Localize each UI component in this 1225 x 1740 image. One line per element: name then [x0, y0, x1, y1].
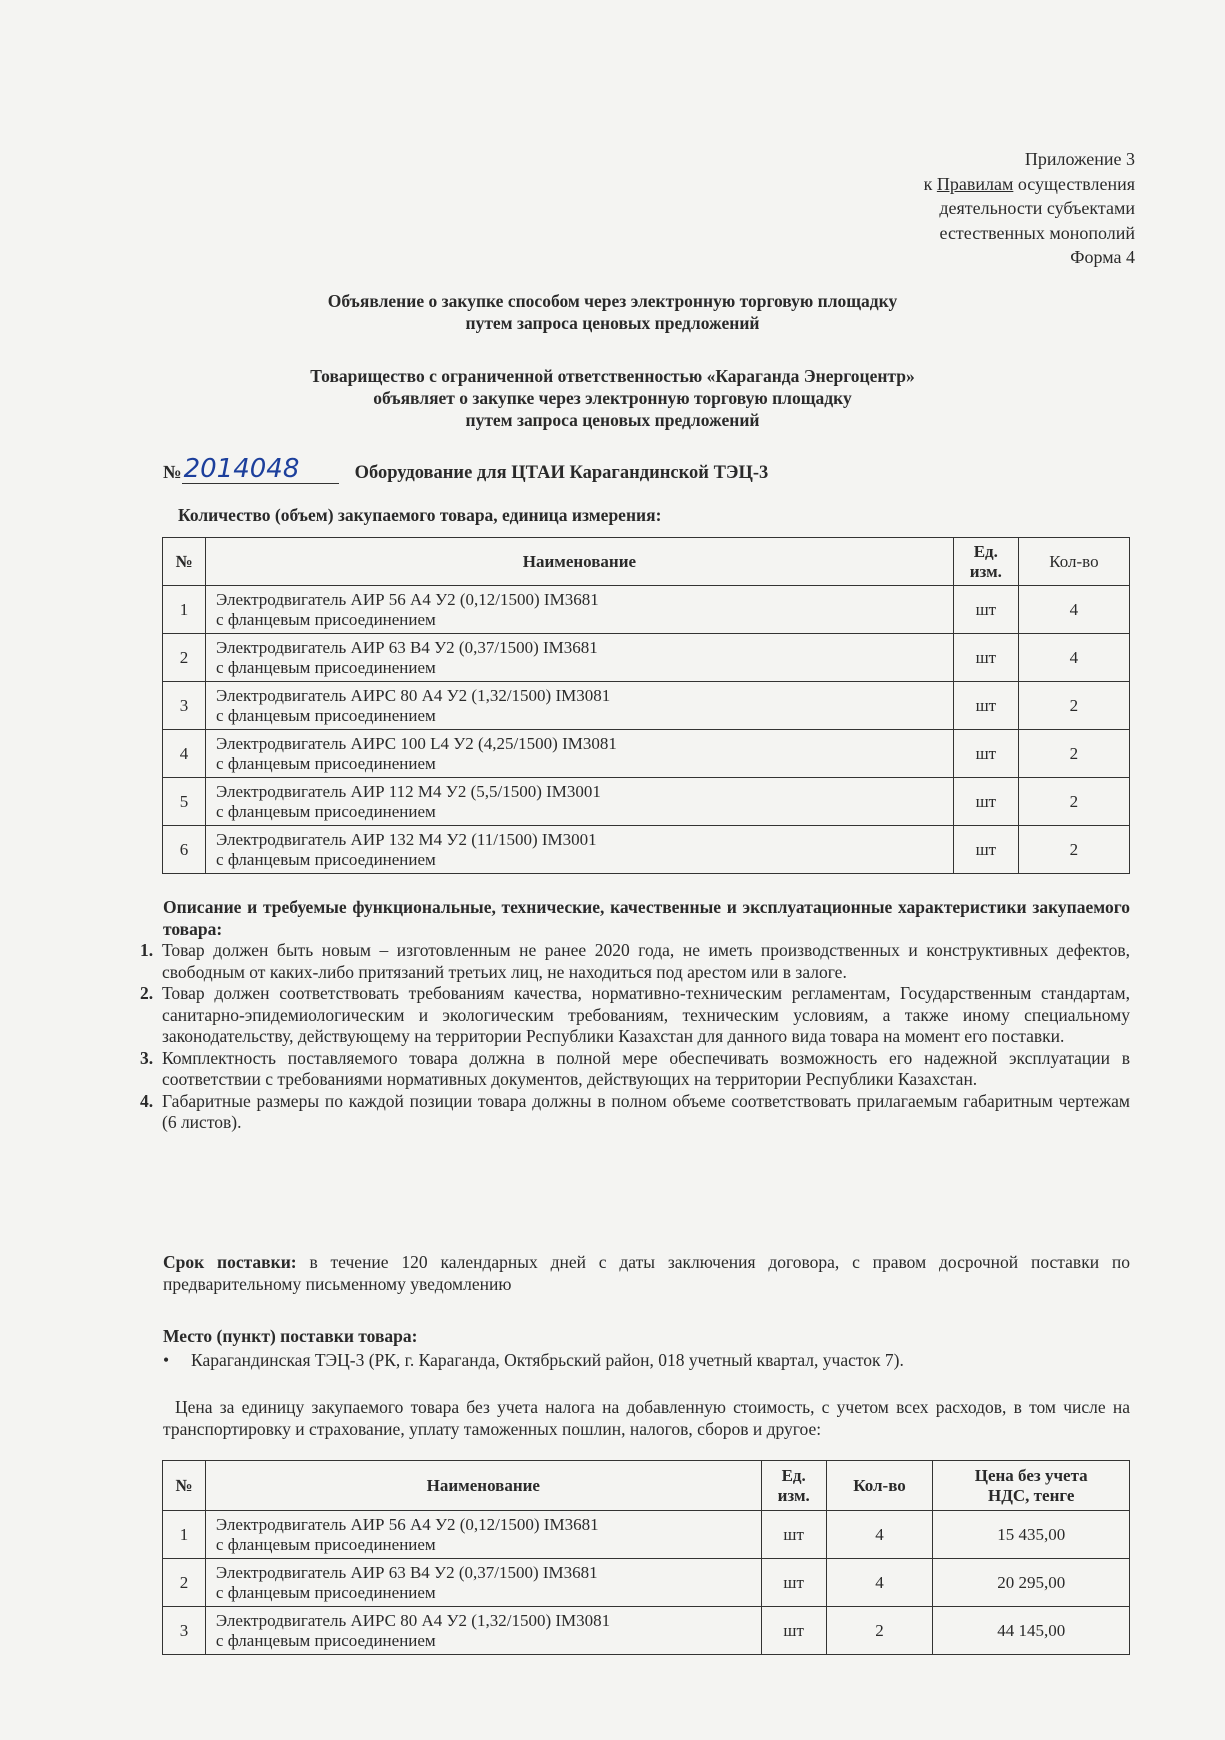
item-name [206, 586, 954, 634]
item-qty: 4 [826, 1511, 933, 1559]
item-name-line: с фланцевым присоединением [215, 1582, 436, 1602]
col-header-unit [761, 1461, 826, 1511]
list-item [140, 1091, 1130, 1134]
delivery-term-label: Срок поставки: [163, 1252, 297, 1272]
item-unit: шт [953, 586, 1018, 634]
col-header-num: № [163, 538, 206, 586]
unit-header-line: Ед. [973, 541, 998, 561]
title-line: Объявление о закупке способом через электронную торговую площадку [327, 291, 898, 311]
appendix-line: естественных монополий [939, 222, 1135, 243]
announcer-line: объявляет о закупке через электронную торговую площадку [373, 388, 852, 408]
item-name-line: Электродвигатель АИР 56 А4 У2 (0,12/1500) IM3681 [215, 1514, 599, 1534]
col-header-num: № [163, 1461, 206, 1511]
item-qty: 4 [826, 1559, 933, 1607]
row-number: 1 [163, 586, 206, 634]
table-row [163, 778, 1130, 826]
list-item-text: Товар должен соответствовать требованиям качества, нормативно-техническим регламентам, Государственным стандартам, санитарно-эпидемиологическим и экологическим требованиям, техническим условиям, а также иному специальному законодательству, действующему на территории Республики Казахстан для данного вида товара на момент его поставки. [162, 983, 1130, 1046]
list-item-number: 3. [140, 1047, 154, 1068]
item-price: 15 435,00 [933, 1511, 1130, 1559]
price-table [162, 1460, 1130, 1655]
item-name-line: Электродвигатель АИР 63 В4 У2 (0,37/1500) IM3681 [215, 1562, 598, 1582]
item-name-line: Электродвигатель АИР 56 А4 У2 (0,12/1500) IM3681 [216, 589, 599, 609]
unit-header-line: изм. [969, 561, 1002, 581]
item-name-line: с фланцевым присоединением [215, 1534, 436, 1554]
item-name [205, 1511, 761, 1559]
col-header-name: Наименование [206, 538, 954, 586]
item-unit: шт [953, 730, 1018, 778]
title-line: путем запроса ценовых предложений [465, 313, 760, 333]
item-name-line: с фланцевым присоединением [216, 609, 436, 629]
item-name-line: Электродвигатель АИР 112 М4 У2 (5,5/1500) IM3001 [216, 781, 601, 801]
item-name-line: Электродвигатель АИР 132 М4 У2 (11/1500) IM3001 [216, 829, 597, 849]
item-name-line: с фланцевым присоединением [216, 753, 436, 773]
table-row [163, 586, 1130, 634]
row-number: 2 [163, 1559, 206, 1607]
unit-header-line: Ед. [781, 1465, 806, 1485]
col-header-qty: Кол-во [826, 1461, 933, 1511]
item-unit: шт [953, 682, 1018, 730]
appendix-line [735, 172, 1135, 197]
list-item [140, 1048, 1130, 1091]
delivery-term [163, 1252, 1130, 1295]
row-number: 3 [163, 682, 206, 730]
item-name-line: Электродвигатель АИРС 100 L4 У2 (4,25/1500) IM3081 [216, 733, 617, 753]
row-number: 1 [163, 1511, 206, 1559]
item-name [206, 826, 954, 874]
col-header-price [933, 1461, 1130, 1511]
list-item-text: Габаритные размеры по каждой позиции товара должны в полном объеме соответствовать прилагаемым габаритным чертежам (6 листов). [162, 1090, 1130, 1132]
item-name-line: с фланцевым присоединением [216, 801, 436, 821]
delivery-place-label: Место (пункт) поставки товара: [163, 1326, 418, 1346]
procurement-number-line [163, 455, 768, 484]
item-unit: шт [761, 1511, 826, 1559]
appendix-prefix: к [923, 173, 937, 194]
procurement-subject: Оборудование для ЦТАИ Карагандинской ТЭЦ-3 [354, 463, 769, 483]
item-name [206, 634, 954, 682]
item-name-line: Электродвигатель АИР 63 В4 У2 (0,37/1500) IM3681 [216, 637, 598, 657]
delivery-term-text: в течение 120 календарных дней с даты заключения договора, с правом досрочной поставки по предварительному письменному уведомлению [163, 1252, 1130, 1294]
col-header-name: Наименование [205, 1461, 761, 1511]
item-price: 44 145,00 [933, 1607, 1130, 1655]
list-item-text: Товар должен быть новым – изготовленным не ранее 2020 года, не иметь производственных и конструктивных дефектов, свободным от каких-либо притязаний третьих лиц, не находиться под арестом или в залоге. [162, 940, 1130, 982]
handwritten-procurement-number: 2014048 [182, 455, 339, 484]
price-header-line: НДС, тенге [987, 1485, 1075, 1505]
item-qty: 2 [1018, 826, 1129, 874]
item-price: 20 295,00 [933, 1559, 1130, 1607]
item-name-line: с фланцевым присоединением [216, 849, 436, 869]
bullet: • [163, 1350, 170, 1370]
item-unit: шт [761, 1559, 826, 1607]
document-title [0, 290, 1225, 334]
item-unit: шт [953, 778, 1018, 826]
appendix-header [735, 147, 1135, 270]
form-number: Форма 4 [1070, 247, 1135, 267]
item-name [206, 730, 954, 778]
item-unit: шт [953, 634, 1018, 682]
appendix-line: Приложение 3 [1024, 149, 1135, 169]
number-sign: № [163, 463, 182, 483]
table-row [163, 1511, 1130, 1559]
list-item-number: 4. [140, 1090, 154, 1111]
list-item-text: Комплектность поставляемого товара должна в полной мере обеспечивать возможность его надежной эксплуатации в соответствии с требованиями нормативных документов, действующих на территории Республики Казахстан. [162, 1047, 1130, 1089]
item-qty: 2 [826, 1607, 933, 1655]
announcer-block [0, 365, 1225, 431]
item-name-line: с фланцевым присоединением [216, 705, 436, 725]
row-number: 3 [163, 1607, 206, 1655]
rules-link: Правилам [936, 173, 1014, 194]
col-header-unit [953, 538, 1018, 586]
quantity-section-label: Количество (объем) закупаемого товара, единица измерения: [178, 505, 662, 525]
item-qty: 2 [1018, 682, 1129, 730]
row-number: 2 [163, 634, 206, 682]
item-unit: шт [761, 1607, 826, 1655]
table-row [163, 682, 1130, 730]
description-heading: Описание и требуемые функциональные, технические, качественные и эксплуатационные характеристики закупаемого товара: [163, 897, 1130, 939]
item-qty: 2 [1018, 730, 1129, 778]
list-item-number: 2. [140, 983, 154, 1003]
item-name [205, 1559, 761, 1607]
item-qty: 4 [1018, 634, 1129, 682]
quantity-table [162, 537, 1130, 874]
row-number: 4 [163, 730, 206, 778]
item-name-line: Электродвигатель АИРС 80 А4 У2 (1,32/1500) IM3081 [216, 685, 611, 705]
row-number: 6 [163, 826, 206, 874]
list-item [140, 983, 1130, 1048]
requirements-list [140, 940, 1130, 1134]
table-row [163, 1607, 1130, 1655]
announcer-line: Товарищество с ограниченной ответственностью «Караганда Энергоцентр» [310, 366, 915, 386]
item-name [206, 778, 954, 826]
table-row [163, 1559, 1130, 1607]
price-header-line: Цена без учета [974, 1465, 1088, 1485]
announcer-line: путем запроса ценовых предложений [465, 410, 760, 430]
item-qty: 4 [1018, 586, 1129, 634]
item-name-line: с фланцевым присоединением [216, 657, 436, 677]
unit-header-line: изм. [777, 1485, 810, 1505]
table-row [163, 730, 1130, 778]
table-row [163, 634, 1130, 682]
row-number: 5 [163, 778, 206, 826]
item-unit: шт [953, 826, 1018, 874]
item-name-line: с фланцевым присоединением [215, 1630, 436, 1650]
delivery-place-text: Карагандинская ТЭЦ-3 (РК, г. Караганда, Октябрьский район, 018 учетный квартал, участок 7). [191, 1350, 904, 1370]
item-qty: 2 [1018, 778, 1129, 826]
appendix-line: деятельности субъектами [939, 198, 1135, 218]
list-item-number: 1. [140, 940, 154, 960]
description-section [140, 897, 1130, 1134]
col-header-qty: Кол-во [1018, 538, 1129, 586]
item-name [206, 682, 954, 730]
item-name-line: Электродвигатель АИРС 80 А4 У2 (1,32/1500) IM3081 [215, 1610, 611, 1630]
item-name [205, 1607, 761, 1655]
delivery-place-item [163, 1350, 904, 1371]
table-row [163, 826, 1130, 874]
list-item [140, 940, 1130, 983]
appendix-suffix: осуществления [1013, 173, 1135, 194]
price-section-intro: Цена за единицу закупаемого товара без учета налога на добавленную стоимость, с учетом всех расходов, в том числе на транспортировку и страхование, уплату таможенных пошлин, налогов, сборов и другое: [163, 1397, 1130, 1439]
